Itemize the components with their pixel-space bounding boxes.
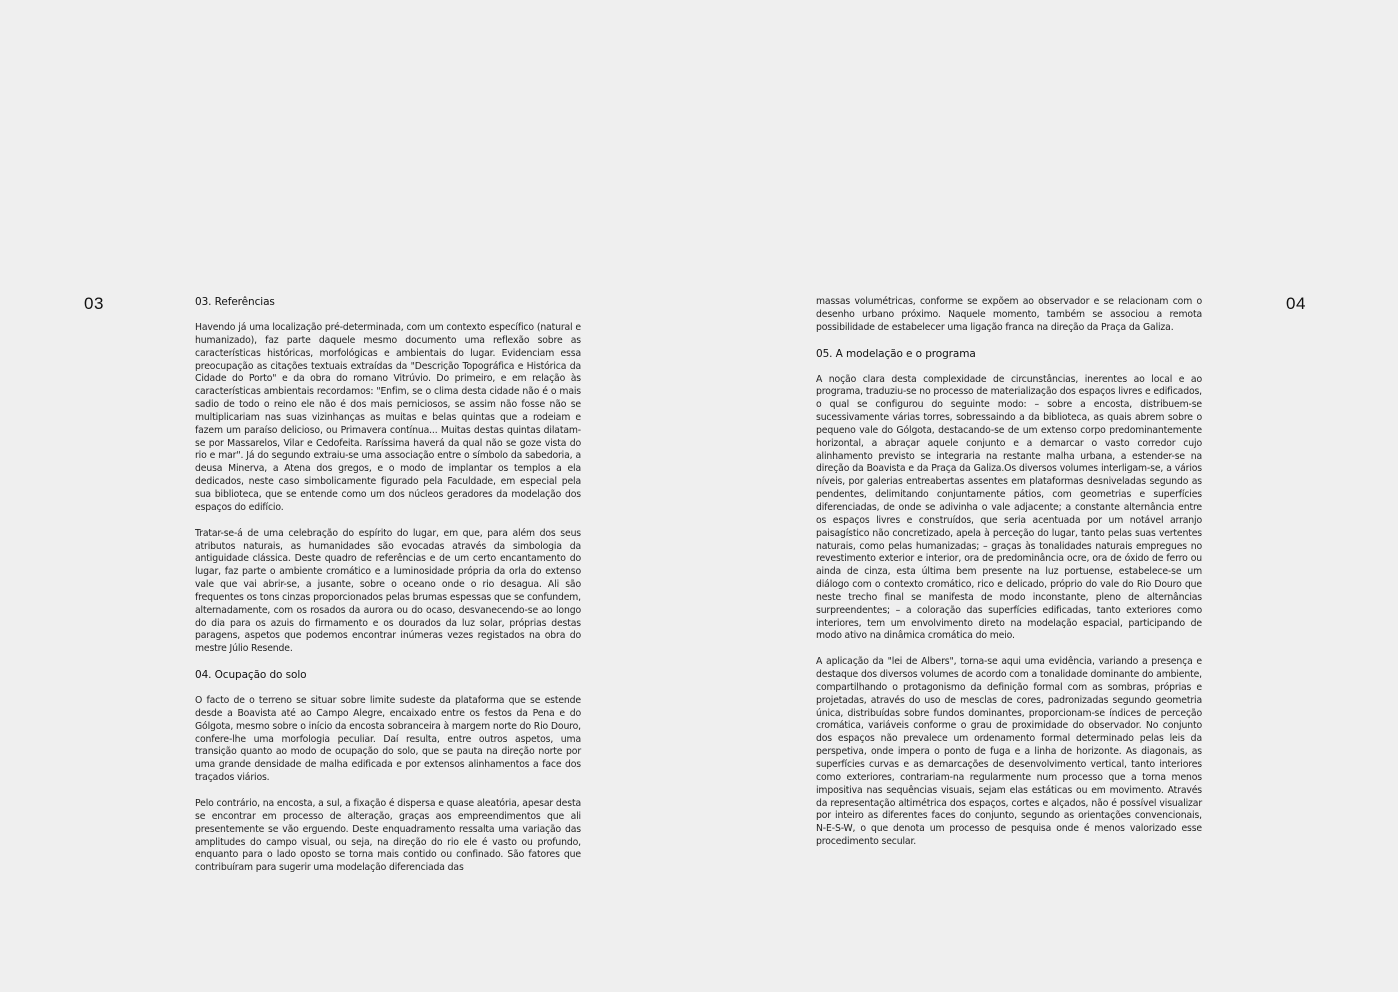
page-number-left: 03	[84, 294, 104, 313]
paragraph: A noção clara desta complexidade de circunstâncias, inerentes ao local e ao programa, traduziu-se no processo de materialização dos espaços livres e edificados, o qual se configurou do seguinte modo: – sobre a encosta, distribuem-se sucessivamente várias torres, sobressaindo a da biblioteca, as quais abrem sobre o pequeno vale do Gólgota, destacando-se de um extenso corpo predominantemente horizontal, a abraçar aquele conjunto e a demarcar o vasto corredor cujo alinhamento previsto se integraria na restante malha urbana, a estender-se na direção da Boavista e da Praça da Galiza.Os diversos volumes interligam-se, a vários níveis, por galerias entreabertas assentes em plataformas desniveladas segundo as pendentes, delimitando conjuntamente pátios, com geometrias e superfícies diferenciadas, de onde se adivinha o vale adjacente; a constante alternância entre os espaços livres e construídos, que seria acentuada por um notável arranjo paisagístico não concretizado, apela à perceção do lugar, tanto pelas suas vertentes naturais, como pelas humanizadas; – graças às tonalidades naturais empregues no revestimento exterior e interior, ora de predominância ocre, ora de óxido de ferro ou ainda de cinza, esta última bem presente na luz portuense, estabelece-se um diálogo com o contexto cromático, rico e delicado, próprio do vale do Rio Douro que neste trecho final se manifesta de modo inconstante, pleno de alternâncias surpreendentes; – a coloração das superfícies edificadas, tanto exteriores como interiores, tem um envolvimento direto na modelação espacial, participando de modo ativo na dinâmica cromática do meio.	[816, 373, 1202, 642]
paragraph-continuation: massas volumétricas, conforme se expõem ao observador e se relacionam com o desenho urbano próximo. Naquele momento, também se associou a remota possibilidade de estabelecer uma ligação franca na direção da Praça da Galiza.	[816, 296, 1202, 333]
paragraph: Havendo já uma localização pré-determinada, com um contexto específico (natural e humanizado), faz parte daquele mesmo documento uma reflexão sobre as características históricas, morfológicas e ambientais do lugar. Evidenciam essa preocupação as citações textuais extraídas da "Descrição Topográfica e Histórica da Cidade do Porto" e da obra do romano Vitrúvio. Do primeiro, e em relação às características ambientais recordamos: "Enfim, se o clima desta cidade não é o mais sadio de todo o reino ele não é dos mais perniciosos, se assim não fosse não se multiplicariam nas suas vizinhanças as muitas e belas quintas que a rodeiam e fazem um paraíso delicioso, ou Primavera contínua... Muitas destas quintas dilatam-se por Massarelos, Vilar e Cedofeita. Raríssima haverá da qual não se goze vista do rio e mar". Já do segundo extraiu-se uma associação entre o símbolo da sabedoria, a deusa Minerva, a Atena dos gregos, e o modo de implantar os templos a ela dedicados, neste caso simbolicamente figurado pela Faculdade, em especial pela sua biblioteca, que se entende como um dos núcleos geradores da modelação dos espaços do edifício.	[195, 322, 581, 513]
paragraph: A aplicação da "lei de Albers", torna-se aqui uma evidência, variando a presença e destaque dos diversos volumes de acordo com a tonalidade dominante do ambiente, compartilhando o protagonismo da definição formal com as sombras, próprias e projetadas, através do uso de mesclas de cores, padronizadas segundo geometria única, distribuídas sobre fundos dominantes, proporcionam-se índices de perceção cromática, variáveis conforme o grau de proximidade do observador. No conjunto dos espaços não prevalece um ordenamento formal determinado pelas leis da perspetiva, onde impera o ponto de fuga e a linha de horizonte. As diagonais, as superfícies curvas e as demarcações de desenvolvimento vertical, tanto interiores como exteriores, contrariam-na regularmente num processo que a torna menos impositiva nas sequências visuais, sejam elas estáticas ou em movimento. Através da representação altimétrica dos espaços, cortes e alçados, não é possível visualizar por inteiro as diferentes faces do conjunto, segundo as orientações convencionais, N-E-S-W, o que denota um processo de pesquisa onde é menos valorizado esse procedimento secular.	[816, 656, 1202, 848]
paragraph: O facto de o terreno se situar sobre limite sudeste da plataforma que se estende desde a Boavista até ao Campo Alegre, encaixado entre os festos da Pena e do Gólgota, mesmo sobre o início da encosta sobranceira à margem norte do Rio Douro, confere-lhe uma morfologia peculiar. Daí resulta, entre outros aspetos, uma transição quanto ao modo de ocupação do solo, que se pauta na direção norte por uma grande densidade de malha edificada e por extensos alinhamentos a face dos traçados viários.	[195, 695, 581, 784]
section-heading-references: 03. Referências	[195, 296, 275, 308]
left-text-column	[195, 296, 581, 875]
section-heading-land-occupation: 04. Ocupação do solo	[195, 669, 307, 682]
right-text-column	[816, 296, 1202, 849]
section-heading-modelling-program: 05. A modelação e o programa	[816, 347, 976, 360]
paragraph: Pelo contrário, na encosta, a sul, a fixação é dispersa e quase aleatória, apesar desta se encontrar em processo de alteração, graças aos empreendimentos que ali presentemente se vão erguendo. Deste enquadramento ressalta uma variação das amplitudes do campo visual, ou seja, na direção do rio ele é vasto ou profundo, enquanto para o lado oposto se torna mais contido ou confinado. São fatores que contribuíram para sugerir uma modelação diferenciada das	[195, 798, 581, 874]
page-number-right: 04	[1286, 294, 1306, 313]
paragraph: Tratar-se-á de uma celebração do espírito do lugar, em que, para além dos seus atributos naturais, as humanidades são evocadas através da simbologia da antiguidade clássica. Deste quadro de referências e de um certo encantamento do lugar, faz parte o ambiente cromático e a luminosidade própria da orla do extenso vale que vai abrir-se, a jusante, sobre o oceano onde o rio desagua. Ali são frequentes os tons cinzas proporcionados pelas brumas espessas que se confundem, alternadamente, com os rosados da aurora ou do ocaso, desvanecendo-se ao longo do dia para os azuis do firmamento e os dourados da luz solar, próprias destas paragens, aspetos que podemos encontrar inúmeras vezes registados na obra do mestre Júlio Resende.	[195, 527, 581, 655]
